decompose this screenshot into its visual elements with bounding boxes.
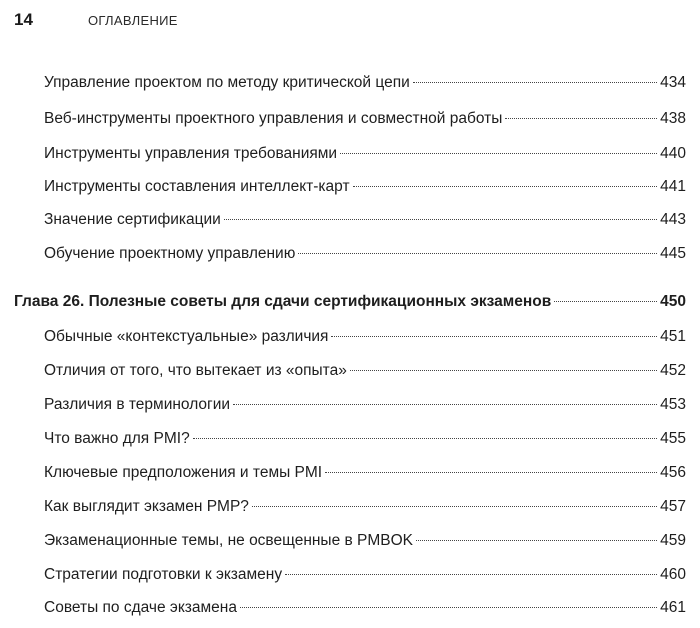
toc-entry-title: Экзаменационные темы, не освещенные в PMBOK [44,532,414,549]
toc-entry-page: 445 [660,245,686,262]
toc-entry-title: Инструменты составления интеллект-карт [44,178,350,195]
toc-entry[interactable] [44,175,686,199]
dot-leader [193,438,657,439]
toc-entry-page: 459 [660,532,686,549]
toc-entry-page: 460 [660,566,686,583]
toc-entry[interactable] [44,359,686,383]
toc-entry-page: 461 [660,599,686,616]
dot-leader [413,82,657,83]
toc-entry-page: 451 [660,328,686,345]
toc-entry[interactable] [44,242,686,266]
toc-entry-title: Инструменты управления требованиями [44,145,338,162]
toc-entry[interactable] [44,461,686,485]
running-header-title: ОГЛАВЛЕНИЕ [88,13,178,28]
toc-entry-title: Ключевые предположения и темы PMI [44,464,323,481]
dot-leader [252,506,657,507]
toc-entry-title: Значение сертификации [44,211,221,228]
toc-entry-page: 455 [660,430,686,447]
page-number: 14 [14,10,33,29]
toc-entry-page: 453 [660,396,686,413]
toc-entry-page: 438 [660,110,686,127]
toc-entry-page: 441 [660,178,686,195]
toc-entry[interactable] [44,107,686,131]
dot-leader [325,472,657,473]
toc-entry-title: Управление проектом по методу критической цепи [44,74,410,91]
toc-entry[interactable] [44,393,686,417]
toc-entry[interactable] [44,208,686,232]
dot-leader [350,370,657,371]
toc-entry-title: Обычные «контекстуальные» различия [44,328,329,345]
dot-leader [554,301,657,302]
dot-leader [340,153,657,154]
dot-leader [240,607,657,608]
toc-entry-title: Что важно для PMI? [44,430,190,447]
toc-entry[interactable] [44,495,686,519]
toc-entry-title: Как выглядит экзамен PMP? [44,498,249,515]
toc-entry-title: Различия в терминологии [44,396,231,413]
toc-entry-title: Обучение проектному управлению [44,245,296,262]
dot-leader [224,219,657,220]
dot-leader [298,253,657,254]
dot-leader [233,404,657,405]
toc-entry[interactable] [44,427,686,451]
toc-entry-title: Отличия от того, что вытекает из «опыта» [44,362,347,379]
toc-entry[interactable] [44,71,686,95]
toc-entry-page: 434 [660,74,686,91]
toc-entry-title: Советы по сдаче экзамена [44,599,237,616]
toc-entry-page: 452 [660,362,686,379]
toc-entry[interactable] [44,596,686,620]
dot-leader [331,336,657,337]
toc-entry-page: 456 [660,464,686,481]
dot-leader [505,118,657,119]
toc-entry-page: 443 [660,211,686,228]
toc-chapter-title: Глава 26. Полезные советы для сдачи сертификационных экзаменов [14,293,552,310]
toc-chapter-page: 450 [660,293,686,310]
toc-entry[interactable] [44,142,686,166]
toc-entry[interactable] [44,529,686,553]
dot-leader [353,186,658,187]
toc-entry[interactable] [44,325,686,349]
toc-chapter-entry[interactable] [14,290,686,314]
toc-entry-title: Стратегии подготовки к экзамену [44,566,283,583]
toc-entry-title: Веб-инструменты проектного управления и совместной работы [44,110,503,127]
toc-entry[interactable] [44,563,686,587]
toc-entry-page: 440 [660,145,686,162]
toc-entry-page: 457 [660,498,686,515]
dot-leader [416,540,657,541]
dot-leader [285,574,657,575]
running-header [14,10,178,34]
